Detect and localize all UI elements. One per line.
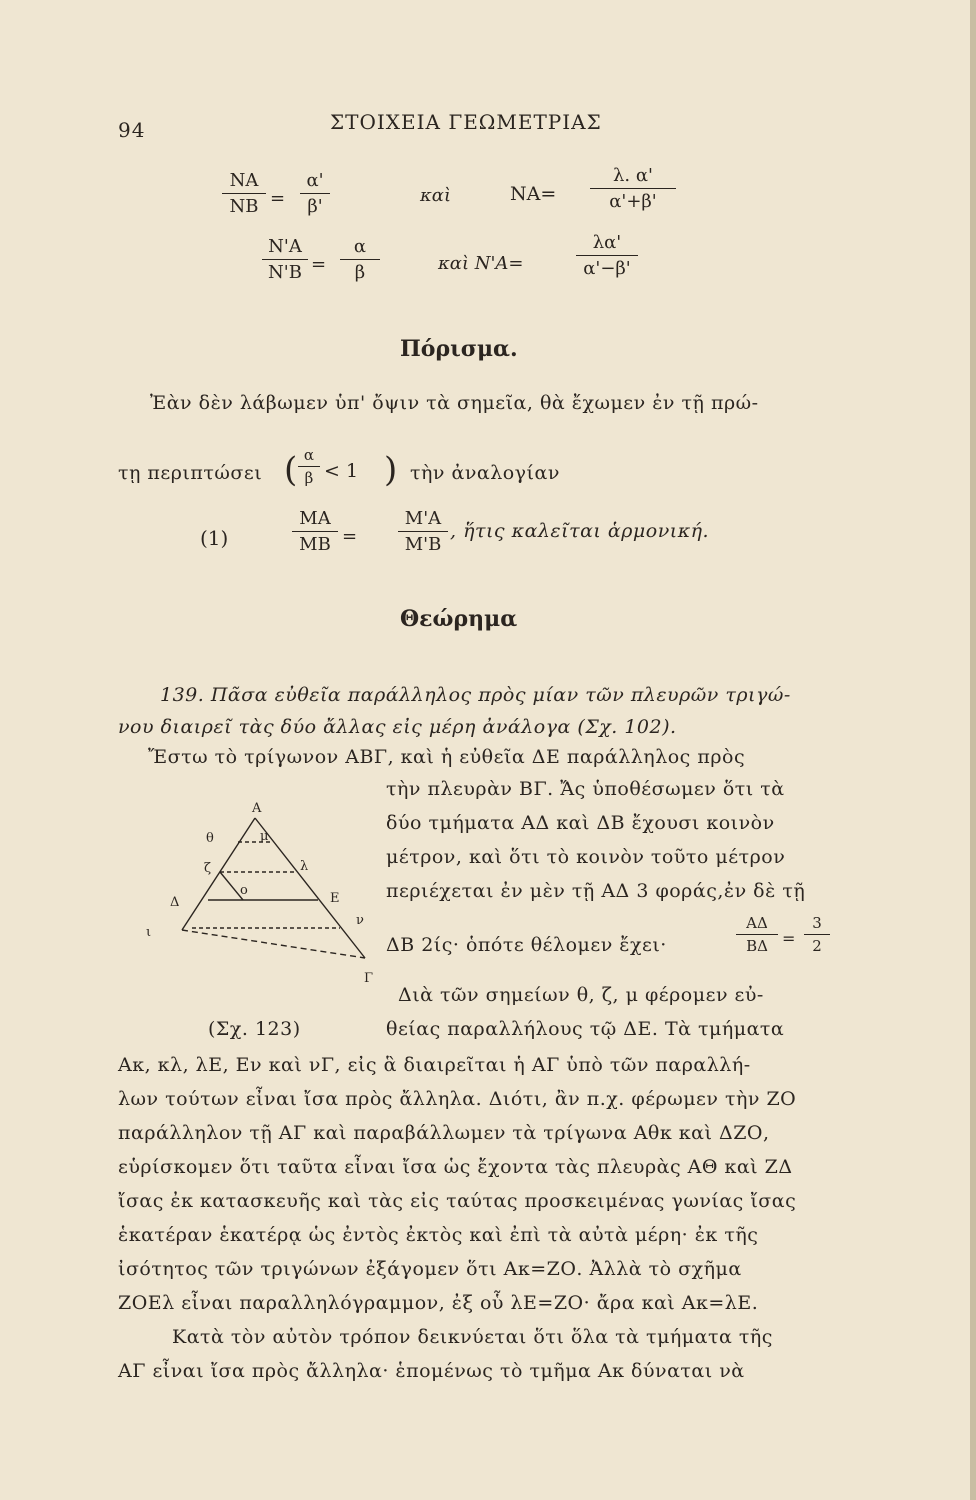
page-title: ΣΤΟΙΧΕΙΑ ΓΕΩΜΕΤΡΙΑΣ [330, 110, 602, 134]
theorem-statement-line-2: νου διαιρεῖ τὰς δύο ἄλλας εἰς μέρη ἀνάλογα (Σχ. 102). [118, 716, 677, 738]
formula2-numerator: Ν'Α [268, 236, 302, 257]
formula2-kai: καὶ Ν'Α= [438, 253, 524, 274]
proof-line-16: ΖΟΕλ εἶναι παραλληλόγραμμον, ἐξ οὗ λΕ=ΖΟ· ἄρα καὶ Ακ=λΕ. [118, 1292, 759, 1314]
side-ac [255, 818, 365, 958]
porisma-line-2b: τὴν ἀναλογίαν [410, 462, 560, 484]
harmonic-lhs-denominator: ΜΒ [299, 534, 331, 555]
proof-line-8: θείας παραλλήλους τῷ ΔΕ. Τὰ τμήματα [386, 1018, 785, 1040]
formula1-rhs-denominator: β' [307, 196, 323, 217]
side-ab [182, 818, 255, 930]
formula1-result-fraction [590, 165, 676, 212]
formula1-result-numerator: λ. α' [613, 165, 653, 186]
figure-label-delta: Δ [170, 895, 180, 910]
formula2-rhs-fraction [340, 236, 380, 283]
formula1-result-lhs: ΝΑ= [510, 183, 557, 205]
formula1-denominator: ΝΒ [229, 196, 259, 217]
triangle-figure [140, 790, 380, 990]
figure-label-nu: ν [356, 913, 364, 928]
ratio-rhs-fraction [804, 914, 830, 955]
ratio-rhs-denominator: 2 [812, 937, 822, 955]
proof-line-4: μέτρον, καὶ ὅτι τὸ κοινὸν τοῦτο μέτρον [386, 846, 786, 868]
theorem-heading: Θεώρημα [400, 606, 518, 632]
porisma-line-2a: τῃ περιπτώσει [118, 462, 263, 484]
formula2-result-numerator: λα' [592, 232, 622, 253]
proof-line-12: εὑρίσκομεν ὅτι ταῦτα εἶναι ἴσα ὡς ἔχοντα τὰς πλευρὰς ΑΘ καὶ ΖΔ [118, 1156, 793, 1178]
formula2-rhs-denominator: β [354, 262, 366, 283]
formula2-rhs-numerator: α [353, 236, 367, 257]
ratio-lhs-fraction [736, 914, 778, 955]
proof-line-5: περιέχεται ἐν μὲν τῇ ΑΔ 3 φοράς,ἐν δὲ τῇ [386, 880, 806, 902]
formula1-kai: καὶ [420, 185, 452, 206]
formula2-result-denominator: α'−β' [583, 258, 631, 279]
ratio-equals: = [782, 929, 796, 948]
condition-denominator: β [304, 469, 314, 487]
figure-label-lambda: λ [300, 859, 309, 874]
ratio-rhs-numerator: 3 [812, 914, 822, 932]
proof-line-2: τὴν πλευρὰν ΒΓ. Ἄς ὑποθέσωμεν ὅτι τὰ [386, 778, 785, 800]
proof-line-10: λων τούτων εἶναι ἴσα πρὸς ἄλληλα. Διότι, ἂν π.χ. φέρωμεν τὴν ΖΟ [118, 1088, 797, 1110]
figure-label-iota: ι [146, 925, 152, 940]
proof-line-7: Διὰ τῶν σημείων θ, ζ, μ φέρομεν εὐ- [398, 984, 764, 1006]
ratio-lhs-numerator: ΑΔ [746, 914, 768, 932]
proof-line-14: ἑκατέραν ἑκατέρᾳ ὡς ἐντὸς ἐκτὸς καὶ ἐπὶ τὰ αὐτὰ μέρη· ἐκ τῆς [118, 1224, 759, 1246]
figure-label-gamma: Γ [364, 971, 374, 986]
formula1-result-denominator: α'+β' [609, 191, 657, 212]
harmonic-text: , ἥτις καλεῖται ἁρμονική. [450, 520, 710, 542]
equation-label: (1) [200, 526, 229, 550]
condition-fraction [298, 446, 320, 487]
formula1-lhs-fraction [222, 170, 266, 217]
harmonic-lhs-numerator: ΜΑ [299, 508, 331, 529]
proof-line-6: ΔΒ 2ίς· ὁπότε θέλομεν ἔχει· [386, 934, 667, 956]
figure-label-zeta: ζ [204, 861, 212, 876]
formula1-equals: = [270, 188, 286, 209]
figure-caption: (Σχ. 123) [208, 1018, 301, 1040]
figure-label-e: Ε [330, 891, 340, 906]
formula1-rhs-fraction [300, 170, 330, 217]
condition-open-paren: ( [284, 450, 298, 490]
formula1-rhs-numerator: α' [306, 170, 324, 191]
proof-line-1: Ἔστω τὸ τρίγωνον ΑΒΓ, καὶ ἡ εὐθεῖα ΔΕ παράλληλος πρὸς [148, 746, 746, 768]
proof-line-15: ἰσότητος τῶν τριγώνων ἐξάγομεν ὅτι Ακ=ΖΟ. Ἀλλὰ τὸ σχῆμα [118, 1258, 742, 1280]
ratio-lhs-denominator: ΒΔ [746, 937, 768, 955]
figure-label-o: ο [240, 883, 248, 898]
formula2-result-fraction [576, 232, 638, 279]
proof-line-17: Κατὰ τὸν αὐτὸν τρόπον δεικνύεται ὅτι ὅλα τὰ τμήματα τῆς [172, 1326, 773, 1348]
theorem-statement-line-1: 139. Πᾶσα εὐθεῖα παράλληλος πρὸς μίαν τῶν πλευρῶν τριγώ- [160, 684, 791, 706]
formula1-numerator: ΝΑ [229, 170, 259, 191]
proof-line-11: παράλληλον τῇ ΑΓ καὶ παραβάλλωμεν τὰ τρίγωνα Αθκ καὶ ΔΖΟ, [118, 1122, 770, 1144]
proof-line-3: δύο τμήματα ΑΔ καὶ ΔΒ ἔχουσι κοινὸν [386, 812, 775, 834]
proof-line-18: ΑΓ εἶναι ἴσα πρὸς ἄλληλα· ἑπομένως τὸ τμῆμα Ακ δύναται νὰ [118, 1360, 745, 1382]
proof-line-13: ἴσας ἐκ κατασκευῆς καὶ τὰς εἰς ταύτας προσκειμένας γωνίας ἴσας [118, 1190, 797, 1212]
harmonic-lhs-fraction [292, 508, 338, 555]
harmonic-rhs-numerator: Μ'Α [404, 508, 442, 529]
condition-close-paren: ) [384, 450, 398, 490]
formula2-denominator: Ν'Β [268, 262, 302, 283]
harmonic-equals: = [342, 526, 358, 547]
harmonic-rhs-fraction [398, 508, 448, 555]
condition-numerator: α [303, 446, 315, 464]
figure-label-a: Α [252, 801, 262, 816]
page-number: 94 [118, 118, 146, 142]
formula2-equals: = [311, 254, 327, 275]
figure-label-mu: μ [260, 829, 269, 844]
proof-line-9: Ακ, κλ, λΕ, Εν καὶ νΓ, εἰς ἃ διαιρεῖται ἡ ΑΓ ὑπὸ τῶν παραλλή- [118, 1054, 751, 1076]
formula2-lhs-fraction [262, 236, 308, 283]
porisma-heading: Πόρισμα. [400, 336, 518, 362]
condition-relation: < 1 [324, 460, 359, 482]
side-bc [182, 930, 365, 958]
porisma-line-1: Ἐὰν δὲν λάβωμεν ὑπ' ὄψιν τὰ σημεῖα, θὰ ἔχωμεν ἐν τῇ πρώ- [150, 392, 759, 414]
figure-label-theta: θ [206, 831, 214, 846]
harmonic-rhs-denominator: Μ'Β [404, 534, 442, 555]
